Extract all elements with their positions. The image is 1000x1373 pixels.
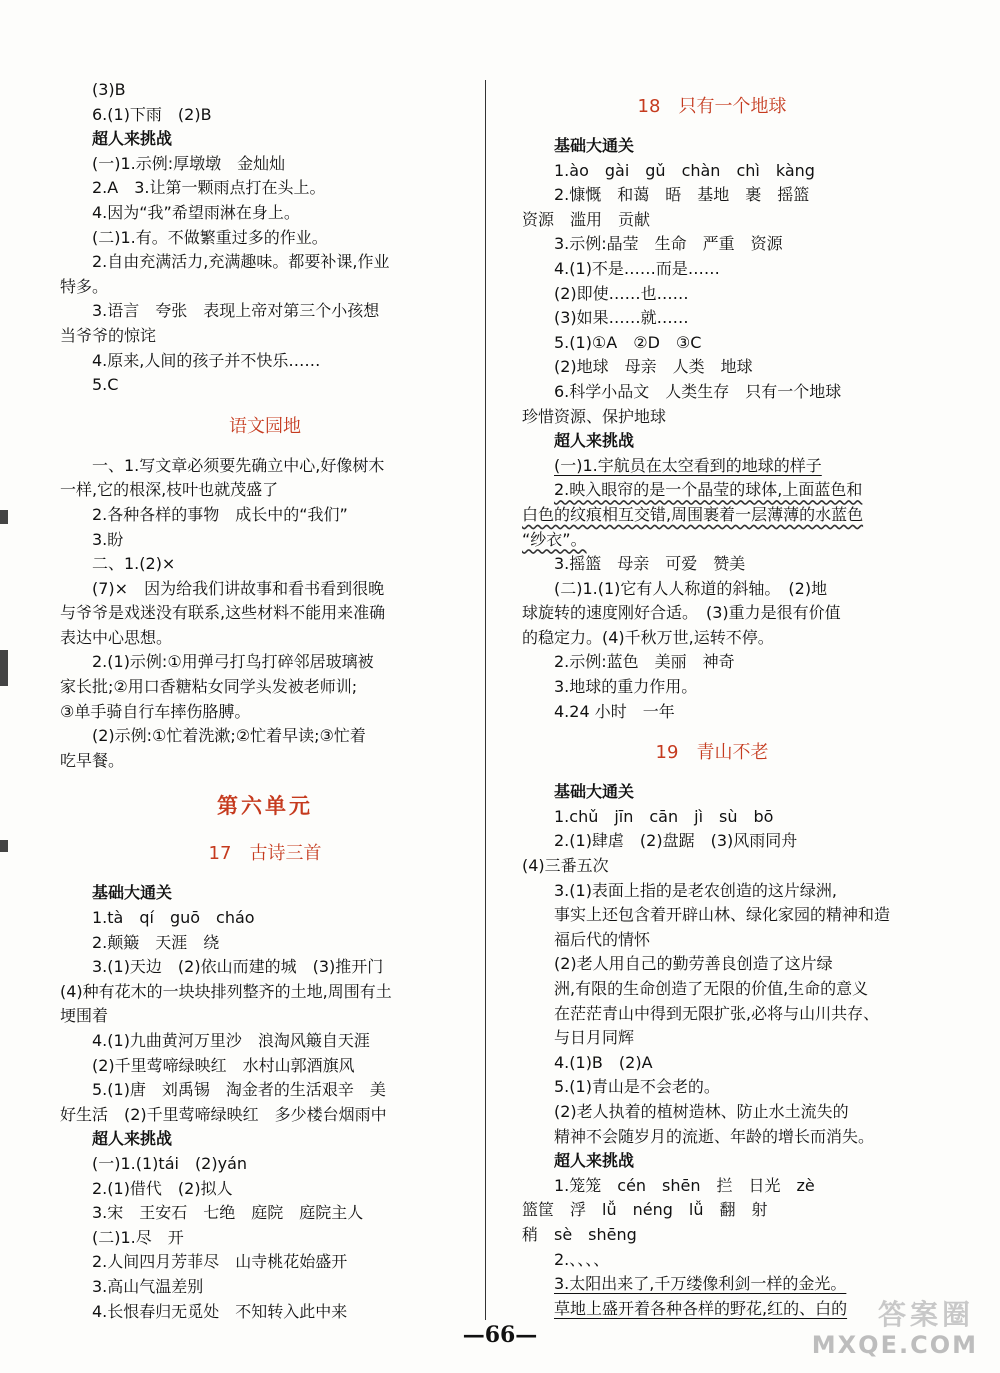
answer-line: 5.C [92,375,119,395]
answer-line: 4.(1)B (2)A [554,1052,653,1072]
section-heading: 18 只有一个地球 [637,96,787,117]
answer-line: 2.(1)借代 (2)拟人 [92,1178,233,1198]
answer-line: 二、1.(2)× [92,554,176,574]
watermark-logo: 答案圈 [877,1298,974,1331]
answer-line: 2.映入眼帘的是一个晶莹的球体,上面蓝色和 [554,480,863,500]
answer-line: 在茫茫青山中得到无限扩张,必将与山川共存、 [554,1003,880,1023]
answer-line: 3.盼 [92,529,124,549]
answer-line: 5.(1)青山是不会老的。 [554,1077,720,1097]
answer-line: 2.自由充满活力,充满趣味。都要补课,作业 [92,252,390,272]
answer-line: 4.24 小时 一年 [554,701,675,721]
answer-line: 3.高山气温差别 [92,1276,204,1296]
answer-line: (二)1.有。不做繁重过多的作业。 [92,227,328,247]
answer-line: 与日月同辉 [554,1028,635,1048]
answer-line: (3)如果……就…… [554,308,689,328]
answer-line: 3.太阳出来了,千万缕像利剑一样的金光。 [554,1274,847,1294]
answer-line: (2)千里莺啼绿映红 水村山郭酒旗风 [92,1055,355,1075]
answer-line: 表达中心思想。 [60,627,173,647]
answer-line: (一)1.(1)tái (2)yán [92,1153,248,1173]
answer-line: 基础大通关 [554,136,635,155]
answer-line: 1.tà qí guō cháo [92,908,255,928]
answer-line: 基础大通关 [554,782,635,802]
answer-line: (4)三番五次 [522,856,609,876]
answer-line: 2.各种各样的事物 成长中的“我们” [92,504,348,524]
column-divider [485,80,486,1320]
answer-line: 1.chǔ jīn cān jì sù bō [554,806,774,826]
answer-line: 吃早餐。 [60,750,125,770]
answer-line: 2.示例:蓝色 美丽 神奇 [554,652,735,672]
scan-edge-mark [0,650,8,686]
answer-line: 4.(1)九曲黄河万里沙 浪淘风簸自天涯 [92,1031,370,1050]
answer-line: 好生活 (2)千里莺啼绿映红 多少楼台烟雨中 [60,1104,387,1124]
answer-line: 事实上还包含着开辟山林、绿化家园的精神和造 [554,905,891,925]
answer-line: 5.(1)①A ②D ③C [554,332,702,352]
answer-line: 与爷爷是戏迷没有联系,这些材料不能用来准确 [60,603,386,623]
answer-line: (2)地球 母亲 人类 地球 [554,357,753,377]
answer-line: 3.地球的重力作用。 [554,677,698,697]
answer-line: 篮筐 浮 lǚ néng lǚ 翻 射 [522,1200,768,1220]
watermark [811,1298,992,1365]
answer-line: 3.语言 夸张 表现上帝对第三个小孩想 [92,301,380,321]
answer-line: 5.(1)唐 刘禹锡 淘金者的生活艰辛 美 [92,1080,386,1100]
right-column [522,78,902,1321]
answer-line: “纱衣”。 [522,529,587,549]
answer-line: (4)种有花木的一块块排列整齐的土地,周围有土 [60,981,392,1001]
answer-line: 6.科学小品文 人类生存 只有一个地球 [554,381,842,401]
answer-line: 4.因为“我”希望雨淋在身上。 [92,202,300,222]
answer-line: 当爷爷的惊诧 [60,325,157,345]
answer-line: (7)× 因为给我们讲故事和看书看到很晚 [92,578,385,598]
answer-line: 草地上盛开着各种各样的野花,红的、白的 [554,1298,848,1318]
answer-line: 2.人间四月芳菲尽 山寺桃花始盛开 [92,1252,348,1272]
answer-line: 2.(1)肆虐 (2)盘踞 (3)风雨同舟 [554,831,798,851]
answer-line: 3.(1)表面上指的是老农创造的这片绿洲, [554,880,838,900]
answer-line: 洲,有限的生命创造了无限的价值,生命的意义 [554,979,869,998]
answer-line: 稍 sè shēng [522,1224,637,1244]
page-number: —66— [462,1322,538,1348]
answer-line: 基础大通关 [92,883,173,903]
answer-line: 精神不会随岁月的流逝、年龄的增长而消失。 [554,1126,875,1146]
answer-line: (2)老人执着的植树造林、防止水土流失的 [554,1101,849,1121]
answer-line: 家长批;②用口香糖粘女同学头发被老师训; [60,677,358,697]
watermark-site: MXQE.COM [811,1331,978,1359]
answer-line: 超人来挑战 [92,129,173,149]
answer-line: 超人来挑战 [92,1129,173,1149]
answer-line: 珍惜资源、保护地球 [522,406,667,426]
scan-edge-mark [0,840,8,852]
answer-line: 3.摇篮 母亲 可爱 赞美 [554,554,746,574]
answer-line: 的稳定力。(4)千秋万世,运转不停。 [522,627,774,647]
answer-line: 3.示例:晶莹 生命 严重 资源 [554,234,783,254]
answer-line: (2)老人用自己的勤劳善良创造了这片绿 [554,954,833,974]
answer-line: 3.(1)天边 (2)依山而建的城 (3)推开门 [92,957,384,977]
answer-line: 3.宋 王安石 七绝 庭院 庭院主人 [92,1203,364,1223]
answer-line: 2.慷慨 和蔼 晤 基地 裹 摇篮 [554,185,810,205]
section-heading: 19 青山不老 [655,742,769,764]
answer-line: 2.颠簸 天涯 绕 [92,932,220,952]
left-column [60,78,470,1324]
answer-line: 2.、、、、 [554,1249,610,1269]
answer-line: (2)即使……也…… [554,283,689,303]
answer-line: 4.(1)不是……而是…… [554,258,720,278]
answer-line: 6.(1)下雨 (2)B [92,104,212,124]
answer-line: 福后代的情怀 [554,929,651,949]
answer-line: 1.笼笼 cén shēn 拦 日光 zè [554,1175,815,1195]
answer-line: (二)1.(1)它有人人称道的斜轴。 (2)地 [554,578,828,598]
answer-line: 球旋转的速度刚好合适。 (3)重力是很有价值 [522,603,841,623]
answer-line: 资源 滥用 贡献 [522,209,651,229]
answer-line: 埂围着 [60,1006,109,1026]
answer-line: (一)1.示例:厚墩墩 金灿灿 [92,153,286,173]
section-heading: 17 古诗三首 [208,843,322,865]
answer-line: 特多。 [60,276,109,296]
answer-line: 4.长恨春归无觅处 不知转入此中来 [92,1301,348,1321]
answer-line: 2.A 3.让第一颗雨点打在头上。 [92,178,326,198]
answer-line: 白色的纹痕相互交错,周围裹着一层薄薄的水蓝色 [522,504,864,524]
answer-line: 一、1.写文章必须要先确立中心,好像树木 [92,455,385,475]
answer-line: (一)1.宇航员在太空看到的地球的样子 [554,455,822,475]
answer-line: 超人来挑战 [554,431,635,451]
answer-line: 4.原来,人间的孩子并不快乐…… [92,350,321,370]
answer-line: 超人来挑战 [554,1151,635,1171]
answer-line: 一样,它的根深,枝叶也就茂盛了 [60,480,279,500]
unit-heading: 第六单元 [217,794,313,819]
answer-line: ③单手骑自行车摔伤胳膊。 [60,701,251,721]
scan-edge-mark [0,510,8,524]
answer-line: (2)示例:①忙着洗漱;②忙着早读;③忙着 [92,726,366,746]
answer-line: (二)1.尽 开 [92,1227,184,1247]
answer-line: (3)B [92,80,126,99]
answer-line: 2.(1)示例:①用弹弓打鸟打碎邻居玻璃被 [92,652,374,672]
answer-line: 1.ào gài gǔ chàn chì kàng [554,160,815,180]
section-heading: 语文园地 [229,415,301,437]
